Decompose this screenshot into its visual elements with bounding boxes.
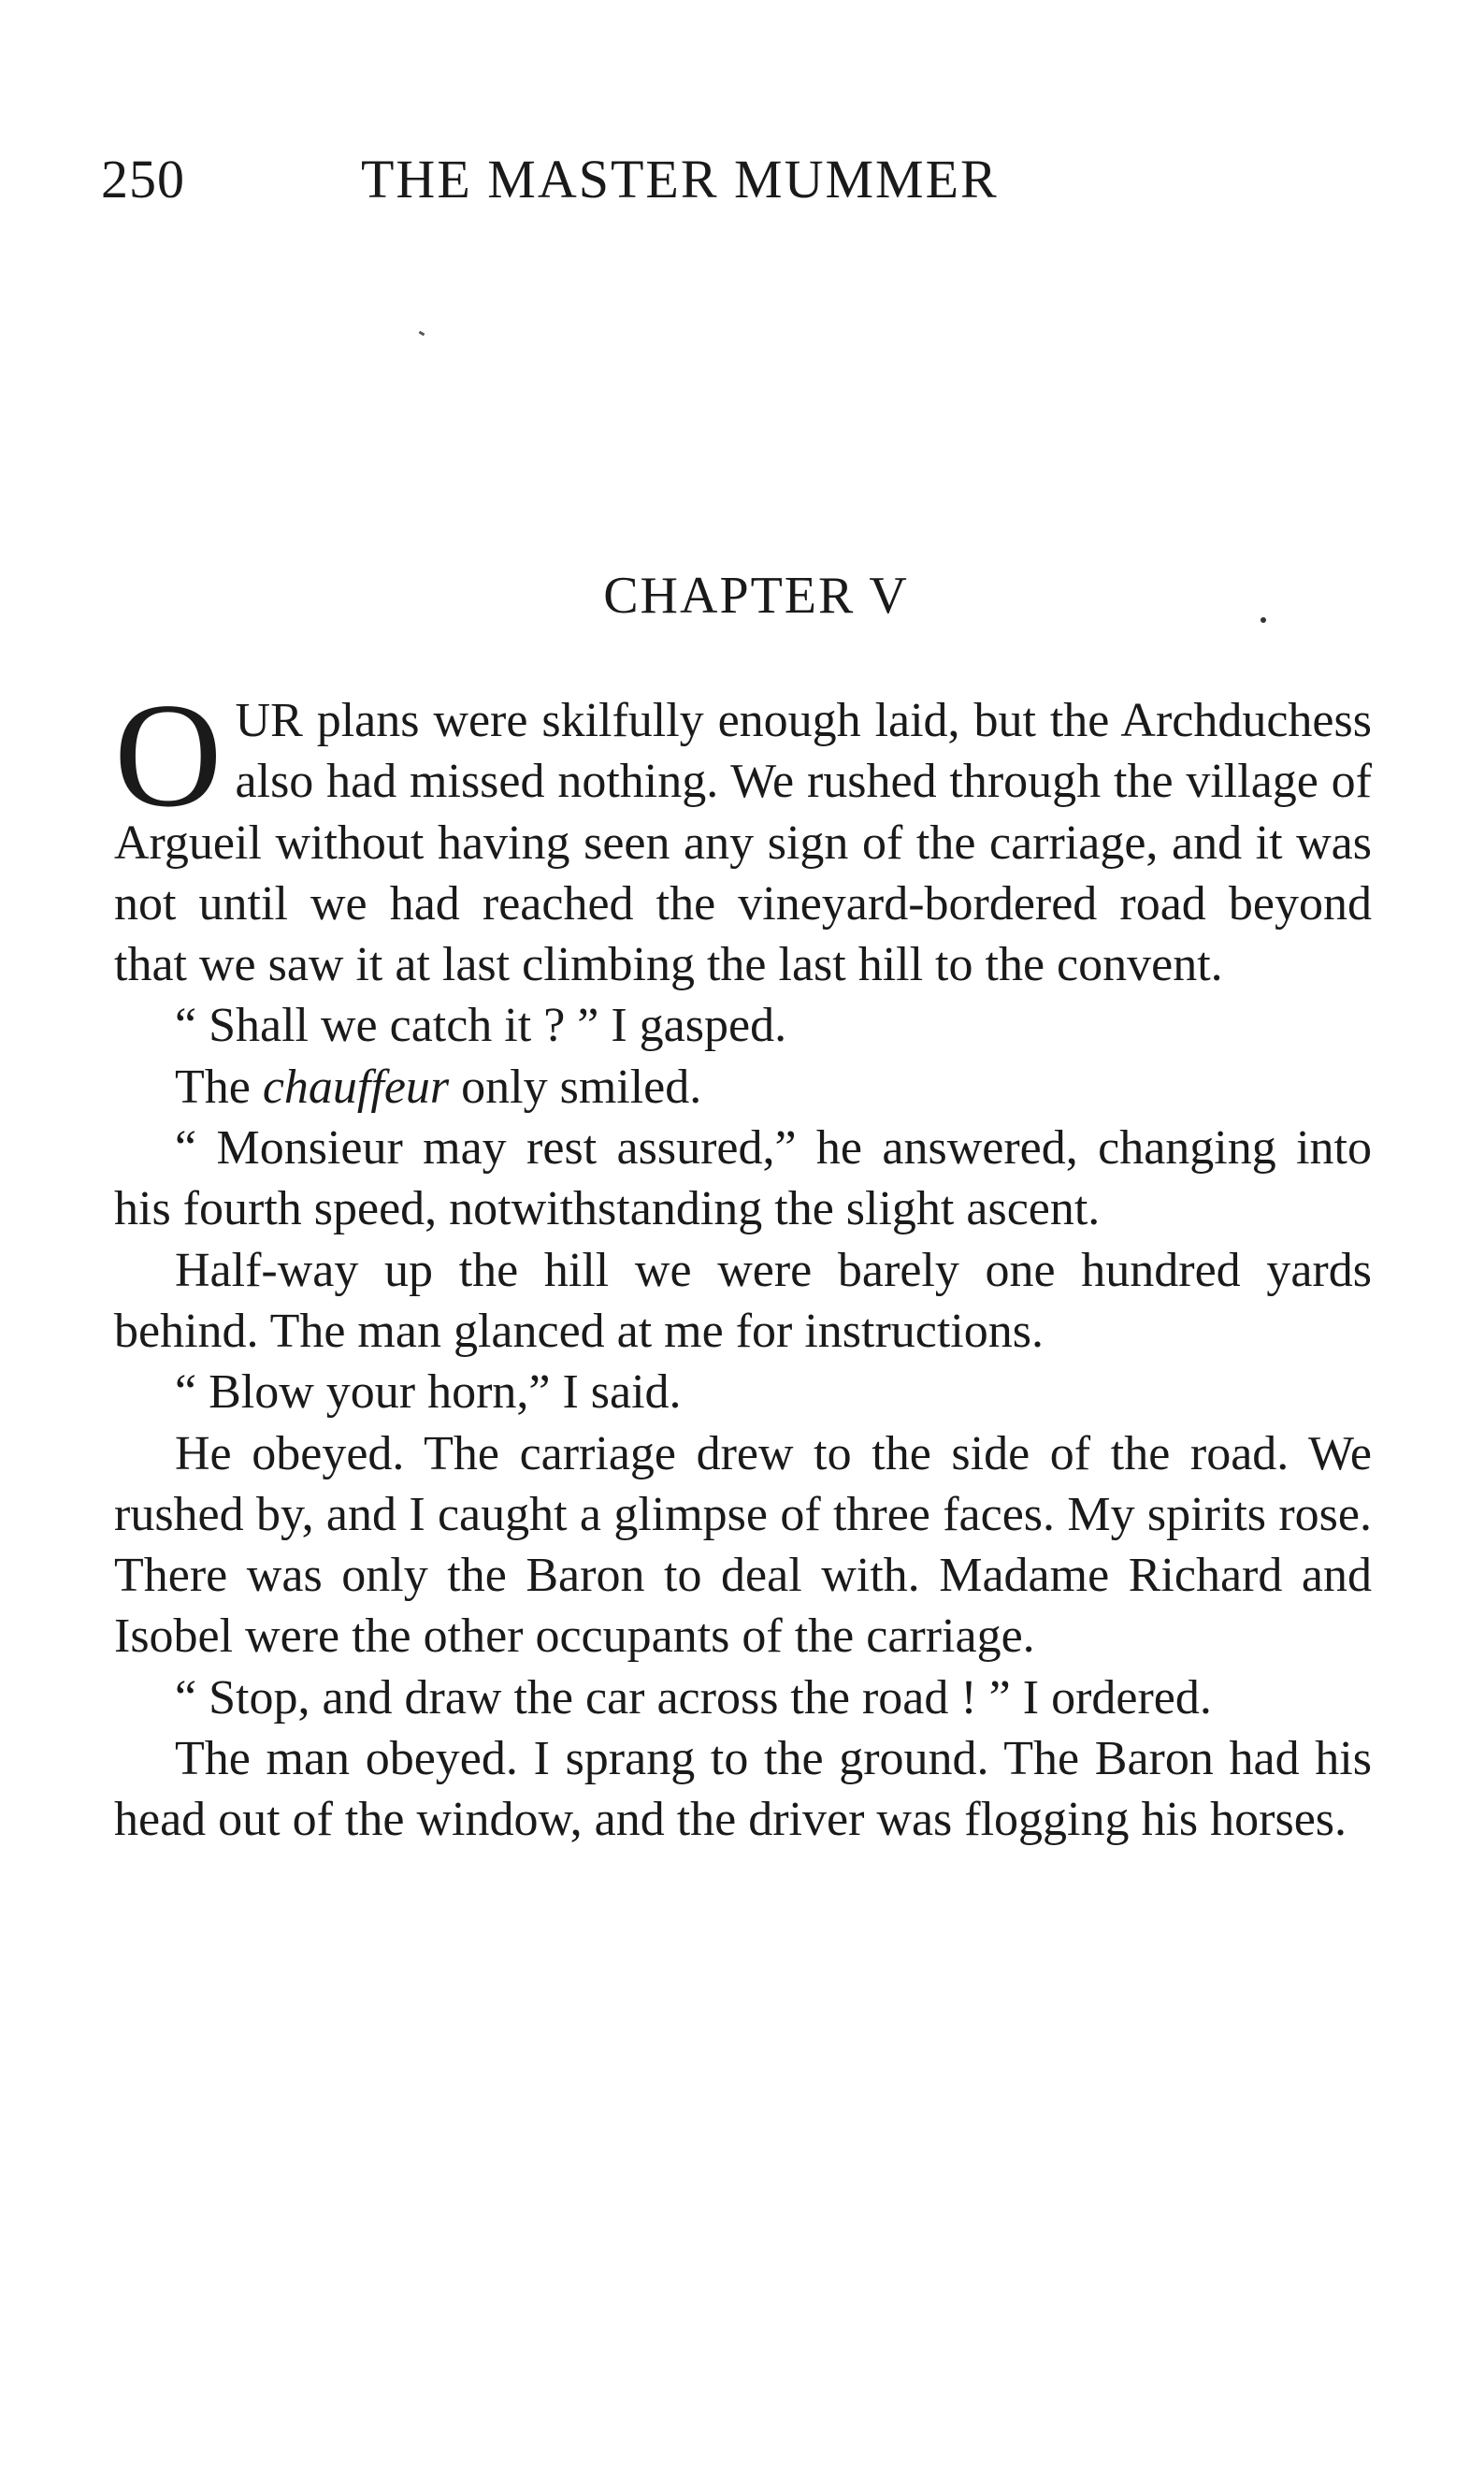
paragraph-2: “ Shall we catch it ? ” I gasped.: [175, 999, 787, 1053]
paragraph-8: “ Stop, and draw the car across the road ! ” I ordered.: [175, 1670, 1212, 1725]
paragraph-1: [114, 671, 1372, 995]
drop-cap: O: [114, 671, 223, 838]
ink-speck: [419, 331, 425, 337]
body-text: [114, 671, 1372, 1851]
chapter-heading: CHAPTER V: [603, 567, 909, 625]
paragraph-6: “ Blow your horn,” I said.: [175, 1365, 682, 1420]
book-title: THE MASTER MUMMER: [361, 149, 999, 209]
paragraph-7: He obeyed. The carriage drew to the side of the road. We rushed by, and I caught a glimpse of three faces. My spirits rose. There was only the Baron to deal with. Madame Richard and Isobel were the other occupants of the carriage.: [114, 1426, 1372, 1664]
page-number: 250: [101, 149, 185, 209]
paragraph-3-before: The: [175, 1060, 263, 1114]
paragraph-5: Half-way up the hill we were barely one hundred yards behind. The man glanced at me for instructions.: [114, 1243, 1372, 1358]
running-head: [101, 148, 1106, 213]
paragraph-3-after: only smiled.: [449, 1060, 702, 1114]
paragraph-1-text: plans were skilfully enough laid, but the Archduchess also had missed nothing. We rushed through the village of Argueil without having seen any sign of the carriage, and it was not until we had reached the vineyard-bordered road beyond that we saw it at last climbing the last hill to the convent.: [114, 694, 1372, 992]
first-word-rest: UR: [235, 694, 303, 747]
paragraph-3: [114, 1057, 1372, 1118]
ink-dot: [1261, 617, 1266, 623]
paragraph-4: “ Monsieur may rest assured,” he answered, changing into his fourth speed, notwithstanding the slight ascent.: [114, 1121, 1372, 1236]
paragraph-9: The man obeyed. I sprang to the ground. The Baron had his head out of the window, and the driver was flogging his horses.: [114, 1732, 1372, 1847]
paragraph-3-italic: chauffeur: [262, 1060, 450, 1114]
